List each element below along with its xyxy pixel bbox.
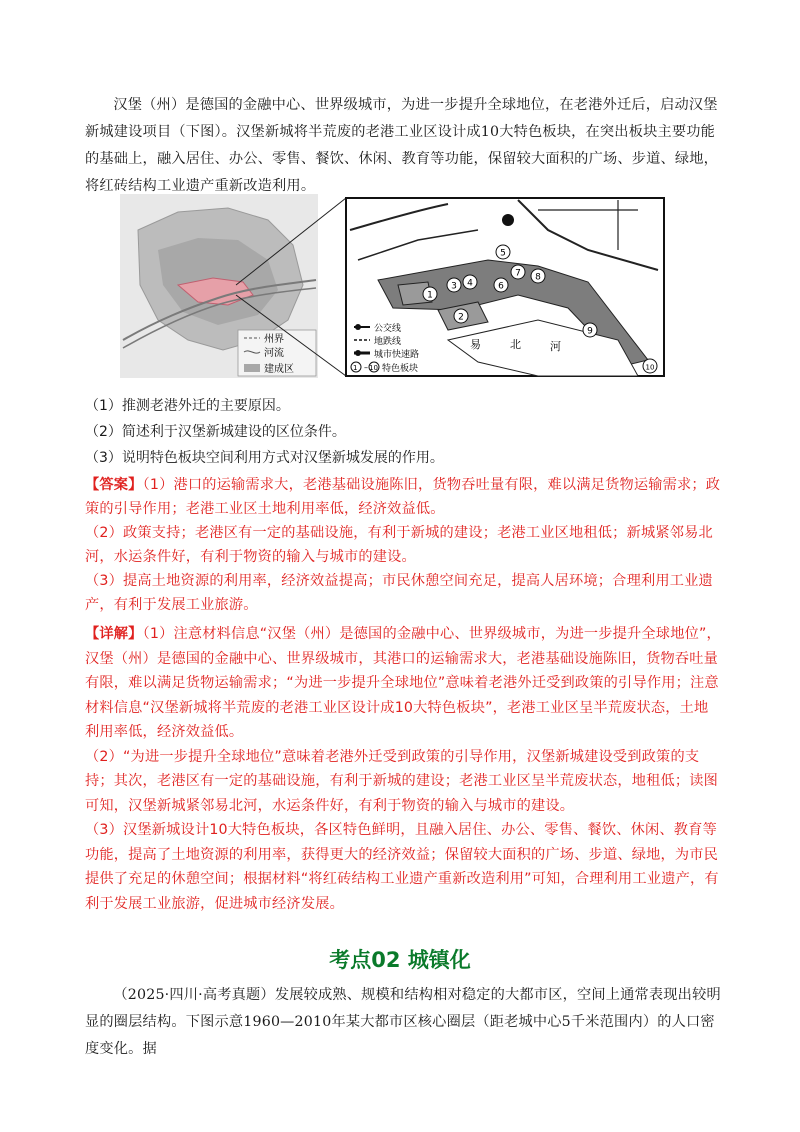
block-number: 10 xyxy=(645,363,655,372)
answer-p1: 【答案】（1）港口的运输需求大，老港基础设施陈旧，货物吞吐量有限，难以满足货物运输需求；政策的引导作用；老港工业区土地利用率低，经济效益低。 xyxy=(85,477,721,517)
question-1: （1）推测老港外迁的主要原因。 xyxy=(85,398,290,414)
block-number: 4 xyxy=(467,278,473,289)
legend-expressway: 城市快速路 xyxy=(374,350,420,360)
block-number: 9 xyxy=(587,326,593,337)
detail-p1: 【详解】（1）注意材料信息“汉堡（州）是德国的金融中心、世界级城市，为进一步提升全球地位”，汉堡（州）是德国的金融中心、世界级城市，其港口的运输需求大，老港基础设施陈旧，货物吞吐量有限，难以满足货物运输需求；“为进一步提升全球地位”意味着老港外迁受到政策的引导作用；注意材料信息“汉堡新城将半荒废的老港工业区设计成10大特色板块”，老港工业区呈半荒废状态，土地利用率低，经济效益低。 xyxy=(85,626,721,740)
river-char-2: 北 xyxy=(510,338,521,351)
question-text: 发展较成熟、规模和结构相对稳定的大都市区，空间上通常表现出较明显的圈层结构。下图示意1960—2010年某大都市区核心圈层（距老城中心5千米范围内）的人口密度变化。据 xyxy=(85,987,721,1057)
block-number: 1 xyxy=(427,290,433,301)
answer-p3: （3）提高土地资源的利用率，经济效益提高；市民休憩空间充足，提高人居环境；合理利用工业遗产，有利于发展工业旅游。 xyxy=(85,573,713,613)
question-3: （3）说明特色板块空间利用方式对汉堡新城发展的作用。 xyxy=(85,450,444,466)
block-number: 7 xyxy=(515,268,521,279)
legend-feature-block: 特色板块 xyxy=(382,364,419,374)
legend-built-area: 建成区 xyxy=(264,364,294,375)
answer-tag: 【答案】 xyxy=(85,477,143,493)
legend-subway-line: 地跌线 xyxy=(374,337,402,347)
next-question xyxy=(85,982,721,1063)
legend-block-start: 1 xyxy=(353,364,358,372)
answer-block xyxy=(85,473,721,617)
river-char-3: 河 xyxy=(550,340,561,353)
legend-state-border: 州界 xyxy=(264,334,284,345)
legend-river: 河流 xyxy=(264,348,284,359)
section-heading: 考点02 城镇化 xyxy=(329,948,471,972)
detail-block xyxy=(85,622,721,916)
detail-p2: （2）“为进一步提升全球地位”意味着老港外迁受到政策的引导作用，汉堡新城建设受到政策的支持；其次，老港区有一定的基础设施，有利于新城的建设；老港工业区呈半荒废状态，地租低；读图可知，汉堡新城紧邻易北河，水运条件好，有利于物资的输入与城市的建设。 xyxy=(85,748,719,814)
hamburg-map-figure xyxy=(118,190,678,380)
legend-block-end: 10 xyxy=(369,364,378,372)
river-char-1: 易 xyxy=(470,338,481,351)
intro-paragraph: 汉堡（州）是德国的金融中心、世界级城市，为进一步提升全球地位，在老港外迁后，启动汉堡新城建设项目（下图）。汉堡新城将半荒废的老港工业区设计成10大特色板块，在突出板块主要功能的基础上，融入居住、办公、零售、餐饮、休闲、教育等功能，保留较大面积的广场、步道、绿地，将红砖结构工业遗产重新改造利用。 xyxy=(85,97,719,194)
question-source: （2025·四川·高考真题） xyxy=(113,987,275,1003)
detail-tag: 【详解】 xyxy=(85,626,143,642)
svg-text:–: – xyxy=(364,363,368,372)
detail-p3: （3）汉堡新城设计10大特色板块，各区特色鲜明，且融入居住、办公、零售、餐饮、休闲、教育等功能，提高了土地资源的利用率，获得更大的经济效益；保留较大面积的广场、步道、绿地，为市民提供了充足的休憩空间；根据材料“将红砖结构工业遗产重新改造利用”可知，合理利用工业遗产，有利于发展工业旅游，促进城市经济发展。 xyxy=(85,822,719,912)
hamburg-overview-map xyxy=(120,194,318,378)
answer-p2: （2）政策支持；老港区有一定的基础设施，有利于新城的建设；老港工业区地租低；新城紧邻易北河，水运条件好，有利于物资的输入与城市的建设。 xyxy=(85,525,713,565)
hafencity-detail-map xyxy=(346,198,664,376)
block-number: 2 xyxy=(458,312,464,323)
question-2: （2）简述利于汉堡新城建设的区位条件。 xyxy=(85,424,346,440)
block-number: 8 xyxy=(535,272,541,283)
legend-bus-line: 公交线 xyxy=(374,324,402,334)
block-number: 5 xyxy=(500,248,506,259)
block-number: 3 xyxy=(451,281,457,292)
block-number: 6 xyxy=(498,281,504,292)
